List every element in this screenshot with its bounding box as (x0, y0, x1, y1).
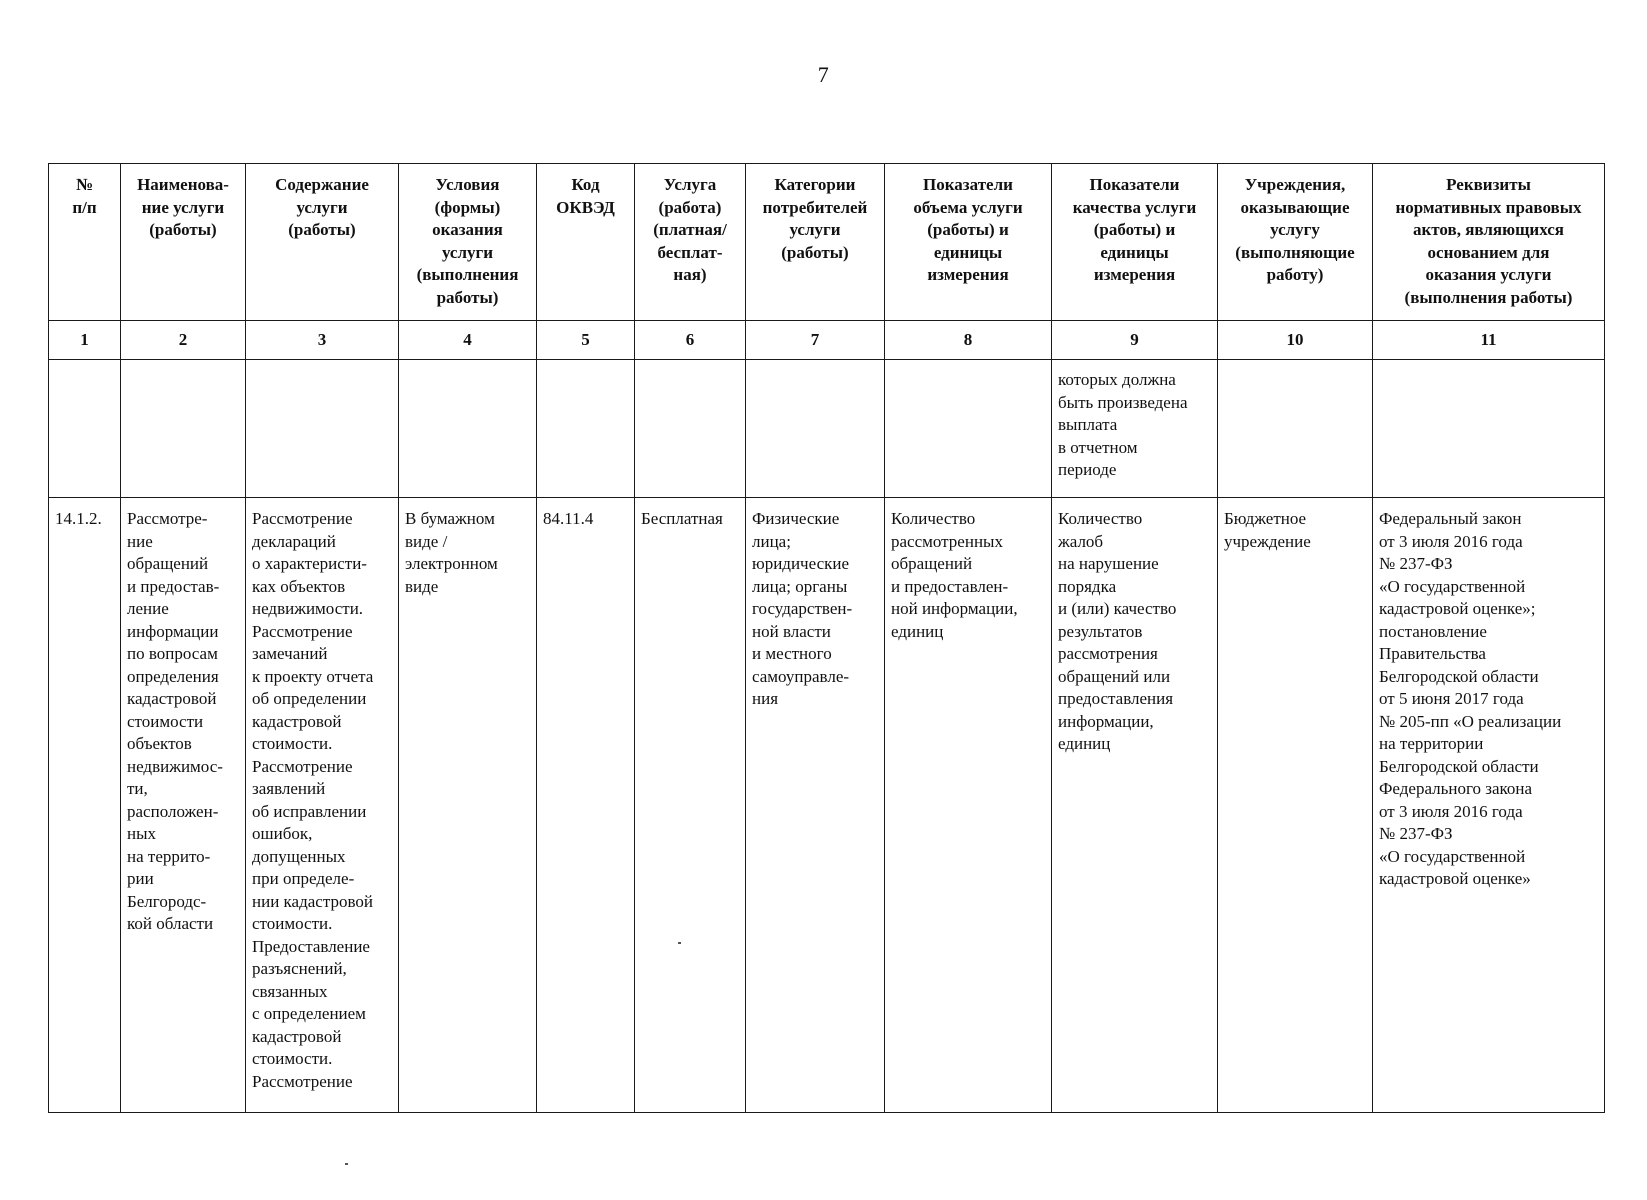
column-number: 9 (1052, 321, 1218, 360)
table-cell (746, 360, 885, 498)
page-number: 7 (817, 62, 830, 87)
header-paid-free: Услуга (работа) (платная/ бесплат- ная) (635, 164, 746, 321)
institution-cell: Бюджетное учреждение (1218, 498, 1373, 1113)
header-quality-indicators: Показатели качества услуги (работы) и единицы измерения (1052, 164, 1218, 321)
table-header-row (49, 164, 1605, 321)
header-service-conditions: Условия (формы) оказания услуги (выполнения работы) (399, 164, 537, 321)
column-number: 8 (885, 321, 1052, 360)
column-number: 7 (746, 321, 885, 360)
scan-dot (678, 942, 681, 944)
column-number-row (49, 321, 1605, 360)
header-institutions: Учреждения, оказывающие услугу (выполняющие работу) (1218, 164, 1373, 321)
volume-indicators-cell: Количество рассмотренных обращений и предоставлен- ной информации, единиц (885, 498, 1052, 1113)
header-service-name: Наименова- ние услуги (работы) (121, 164, 246, 321)
column-number: 4 (399, 321, 537, 360)
table-cell (49, 360, 121, 498)
service-name-cell: Рассмотре- ние обращений и предостав- ление информации по вопросам определения кадастровой стоимости объектов недвижимос- ти, расположен- ных на террито- рии Белгородс- кой области (121, 498, 246, 1113)
header-volume-indicators: Показатели объема услуги (работы) и единицы измерения (885, 164, 1052, 321)
service-row-14-1-2 (49, 498, 1605, 1113)
table-cell (399, 360, 537, 498)
column-number: 1 (49, 321, 121, 360)
okved-code-cell: 84.11.4 (537, 498, 635, 1113)
table-cell (635, 360, 746, 498)
column-number: 11 (1373, 321, 1605, 360)
table-cell (246, 360, 399, 498)
column-number: 10 (1218, 321, 1373, 360)
consumer-categories-cell: Физические лица; юридические лица; органы государствен- ной власти и местного самоуправле- ния (746, 498, 885, 1113)
table-cell (121, 360, 246, 498)
service-conditions-cell: В бумажном виде / электронном виде (399, 498, 537, 1113)
legal-acts-cell: Федеральный закон от 3 июля 2016 года № 237-ФЗ «О государственной кадастровой оценке»; постановление Правительства Белгородской области от 5 июня 2017 года № 205-пп «О реализации на территории Белгородской области Федерального закона от 3 июля 2016 года № 237-ФЗ «О государственной кадастровой оценке» (1373, 498, 1605, 1113)
column-number: 2 (121, 321, 246, 360)
header-number: № п/п (49, 164, 121, 321)
scan-dot (345, 1163, 348, 1165)
table-cell (537, 360, 635, 498)
header-okved-code: Код ОКВЭД (537, 164, 635, 321)
column-number: 3 (246, 321, 399, 360)
row-number-cell: 14.1.2. (49, 498, 121, 1113)
service-content-cell: Рассмотрение деклараций о характеристи- ках объектов недвижимости. Рассмотрение замечаний к проекту отчета об определении кадастровой стоимости. Рассмотрение заявлений об исправлении ошибок, допущенных при определе- нии кадастровой стоимости. Предоставление разъяснений, связанных с определением кадастровой стоимости. Рассмотрение (246, 498, 399, 1113)
column-number: 6 (635, 321, 746, 360)
column-number: 5 (537, 321, 635, 360)
quality-indicators-cell: Количество жалоб на нарушение порядка и (или) качество результатов рассмотрения обращений или предоставления информации, единиц (1052, 498, 1218, 1113)
continuation-row (49, 360, 1605, 498)
quality-indicator-continuation-cell: которых должна быть произведена выплата в отчетном периоде (1052, 360, 1218, 498)
table-cell (885, 360, 1052, 498)
services-registry-table (48, 163, 1605, 1113)
table-cell (1218, 360, 1373, 498)
header-legal-acts: Реквизиты нормативных правовых актов, являющихся основанием для оказания услуги (выполнения работы) (1373, 164, 1605, 321)
header-consumer-categories: Категории потребителей услуги (работы) (746, 164, 885, 321)
header-service-content: Содержание услуги (работы) (246, 164, 399, 321)
paid-free-cell: Бесплатная (635, 498, 746, 1113)
table-cell (1373, 360, 1605, 498)
